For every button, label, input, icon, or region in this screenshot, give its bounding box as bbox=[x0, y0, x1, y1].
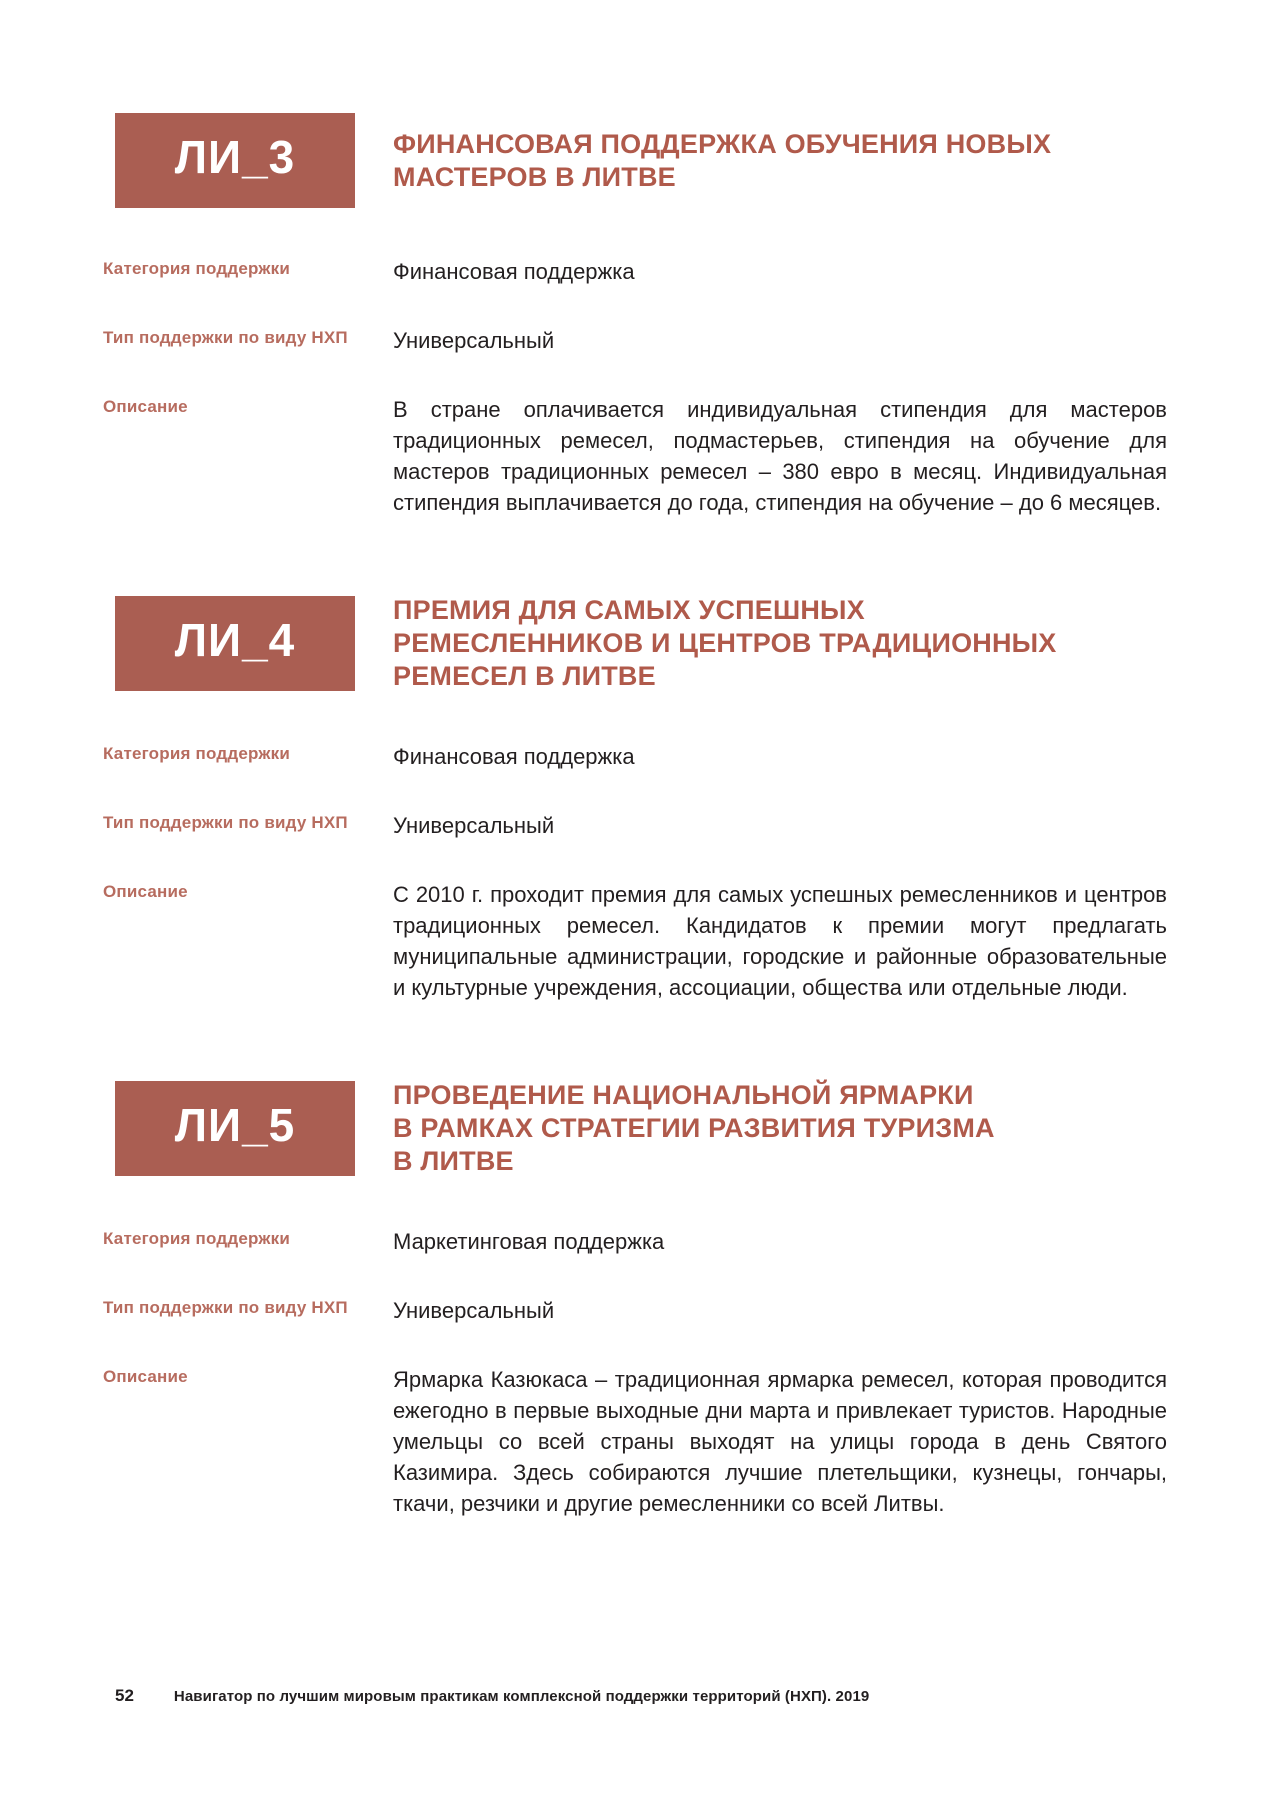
booklet-title: Навигатор по лучшим мировым практикам комплексной поддержки территорий (НХП). 2019 bbox=[173, 1688, 870, 1705]
field-row-type bbox=[0, 1295, 1270, 1326]
field-value: В стране оплачивается индивидуальная стипендия для мастеров традиционных ремесел, подмастерьев, стипендия на обучение для мастеров традиционных ремесел – 380 евро в месяц. Индивидуальная стипендия выплачивается до года, стипендия на обучение – до 6 месяцев. bbox=[393, 397, 1167, 515]
support-card-li-4 bbox=[0, 594, 1270, 1003]
card-title-line: МАСТЕРОВ В ЛИТВЕ bbox=[393, 161, 676, 192]
support-card-li-3 bbox=[0, 113, 1270, 518]
field-value: Финансовая поддержка bbox=[393, 744, 635, 769]
field-value: Ярмарка Казюкаса – традиционная ярмарка ремесел, которая проводится ежегодно в первые выходные дни марта и привлекает туристов. Народные умельцы со всей страны выходят на улицы города в день Святого Казимира. Здесь собираются лучшие плетельщики, кузнецы, гончары, ткачи, резчики и другие ремесленники со всей Литвы. bbox=[393, 1367, 1167, 1516]
card-title bbox=[393, 128, 1051, 194]
field-label: Категория поддержки bbox=[103, 259, 290, 278]
field-value: Универсальный bbox=[393, 328, 555, 353]
field-value: Универсальный bbox=[393, 813, 555, 838]
card-title-line: ПРЕМИЯ ДЛЯ САМЫХ УСПЕШНЫХ bbox=[393, 595, 865, 625]
support-code-badge: ЛИ_4 bbox=[115, 596, 355, 691]
card-title-line: В РАМКАХ СТРАТЕГИИ РАЗВИТИЯ ТУРИЗМА bbox=[393, 1113, 995, 1143]
card-header bbox=[0, 594, 1270, 693]
field-row-category bbox=[0, 256, 1270, 287]
field-label: Тип поддержки по виду НХП bbox=[103, 328, 348, 347]
field-row-type bbox=[0, 810, 1270, 841]
card-title-line: ПРОВЕДЕНИЕ НАЦИОНАЛЬНОЙ ЯРМАРКИ bbox=[393, 1080, 974, 1110]
field-row-description bbox=[0, 1364, 1270, 1519]
card-title-line: РЕМЕСЛЕННИКОВ И ЦЕНТРОВ ТРАДИЦИОННЫХ bbox=[393, 628, 1057, 658]
field-row-category bbox=[0, 1226, 1270, 1257]
support-card-li-5 bbox=[0, 1079, 1270, 1519]
field-row-category bbox=[0, 741, 1270, 772]
field-value: Маркетинговая поддержка bbox=[393, 1229, 665, 1254]
field-label: Тип поддержки по виду НХП bbox=[103, 813, 348, 832]
card-title-line: ФИНАНСОВАЯ ПОДДЕРЖКА ОБУЧЕНИЯ НОВЫХ bbox=[393, 128, 1052, 159]
field-label: Категория поддержки bbox=[103, 744, 290, 763]
support-code-badge: ЛИ_3 bbox=[115, 113, 355, 208]
field-row-description bbox=[0, 394, 1270, 518]
card-header bbox=[0, 113, 1270, 208]
field-label: Категория поддержки bbox=[103, 1229, 290, 1248]
field-label: Описание bbox=[103, 882, 188, 901]
field-label: Описание bbox=[103, 1367, 188, 1386]
field-value: Универсальный bbox=[393, 1298, 555, 1323]
card-title-line: РЕМЕСЕЛ В ЛИТВЕ bbox=[393, 661, 656, 691]
page-footer bbox=[115, 1686, 869, 1706]
field-row-type bbox=[0, 325, 1270, 356]
page-number: 52 bbox=[115, 1686, 134, 1705]
field-label: Тип поддержки по виду НХП bbox=[103, 1298, 348, 1317]
field-row-description bbox=[0, 879, 1270, 1003]
card-title-line: В ЛИТВЕ bbox=[393, 1146, 514, 1176]
field-value: С 2010 г. проходит премия для самых успешных ремесленников и центров традиционных ремесел. Кандидатов к премии могут предлагать муниципальные администрации, городские и районные образовательные и культурные учреждения, ассоциации, общества или отдельные люди. bbox=[393, 882, 1167, 1000]
field-value: Финансовая поддержка bbox=[393, 259, 635, 284]
card-title bbox=[393, 1079, 995, 1178]
support-code-badge: ЛИ_5 bbox=[115, 1081, 355, 1176]
card-header bbox=[0, 1079, 1270, 1178]
field-label: Описание bbox=[103, 397, 188, 416]
card-title bbox=[393, 594, 1057, 693]
